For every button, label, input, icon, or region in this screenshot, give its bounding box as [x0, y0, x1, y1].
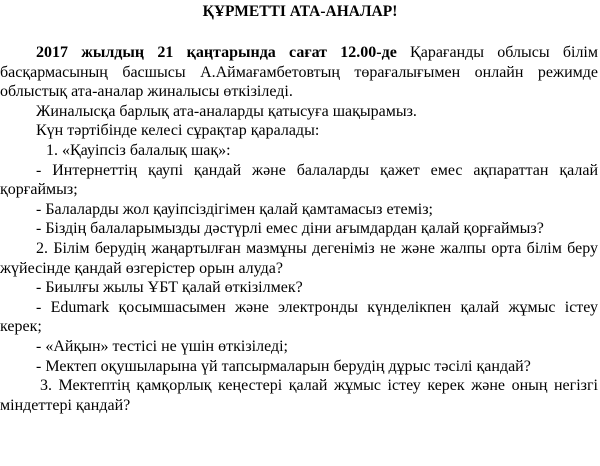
agenda-item-2-ubt: - Биылғы жылы ҰБТ қалай өткізілмек? [36, 279, 303, 297]
intro-text: Қарағанды облысы білім басқармасының басшысы А.Аймағамбетовтың төрағалығымен онлайн режимде облыстық ата-аналар жиналысы өткізіледі. [0, 44, 598, 101]
agenda-item-1-road-safety: - Балаларды жол қауіпсіздігімен қалай қамтамасыз етеміз; [36, 200, 433, 218]
agenda-item-3: 3. Мектептің қамқорлық кеңестері қалай жұмыс істеу керек және оның негізгі міндеттері қандай? [0, 377, 598, 414]
agenda-item-1-internet: - Интернеттің қаупі қандай және балаларды қажет емес ақпараттан қалай қорғаймыз; [0, 161, 598, 199]
agenda-item-1-religion: - Біздің балаларымызды дәстүрлі емес діни ағымдардан қалай қорғаймыз? [36, 220, 544, 238]
agenda-item-2-edumark: - Edumark қосымшасымен және электронды күнделікпен қалай жұмыс істеу керек; [0, 298, 598, 336]
agenda-item-1: 1. «Қауіпсіз балалық шақ»: [46, 141, 231, 159]
document-title: ҚҰРМЕТТІ АТА-АНАЛАР! [202, 3, 398, 20]
agenda-item-2: 2. Білім берудің жаңартылған мазмұны дегеніміз не және жалпы орта білім беру жүйесінде қандай өзгерістер орын алуда? [0, 239, 598, 277]
intro-date-time: 2017 жылдың 21 қаңтарында сағат 12.00-де [36, 44, 397, 61]
intro-paragraph [0, 43, 598, 102]
document-body [0, 43, 598, 415]
agenda-item-2-aikyn-test: - «Айқын» тестісі не үшін өткізіледі; [36, 337, 288, 355]
invite-paragraph: Жиналысқа барлық ата-аналарды қатысуға шақырамыз. [36, 102, 417, 120]
agenda-intro: Күн тәртібінде келесі сұрақтар қаралады: [36, 122, 320, 140]
agenda-item-2-homework: - Мектеп оқушыларына үй тапсырмаларын берудің дұрыс тәсілі қандай? [36, 357, 531, 375]
